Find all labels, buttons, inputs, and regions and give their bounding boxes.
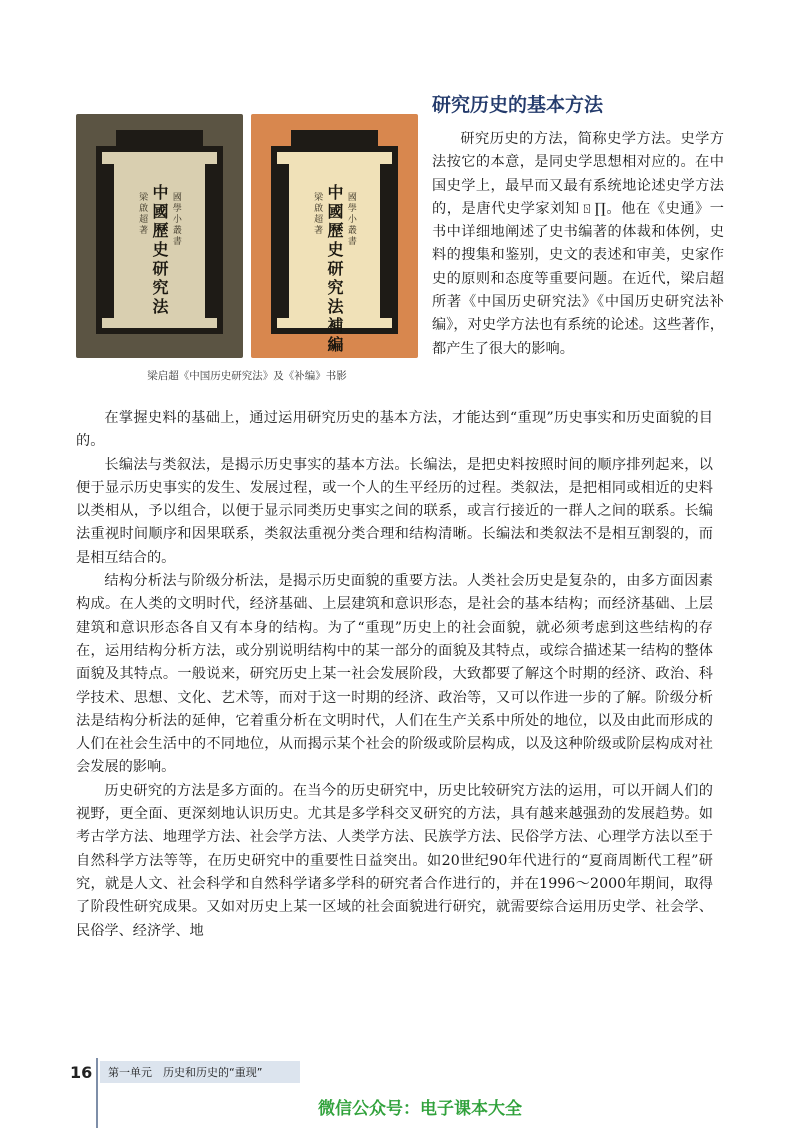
watermark: 微信公众号：电子课本大全 [318, 1099, 522, 1119]
book-left-author: 梁啟超著 [137, 192, 148, 236]
book-left-title: 中國歷史研究法 [150, 184, 169, 317]
book-cover-figure [76, 114, 418, 358]
body-text [76, 407, 713, 943]
page-number: 16 [70, 1063, 93, 1082]
book-right-title: 中國歷史研究法補編 [325, 184, 344, 355]
book-right-series: 國學小叢書 [345, 192, 356, 247]
footer-unit-label: 第一单元 历史和历史的“重现” [108, 1066, 263, 1079]
side-paragraph: 研究历史的方法，简称史学方法。史学方法按它的本意，是同史学思想相对应的。在中国史学上，最早而又最有系统地论述史学方法的，是唐代史学家刘知ㄖ∏。他在《史通》一书中详细地阐述了史书编著的体裁和体例，史料的搜集和鉴别，史文的表述和审美，史家作史的原则和态度等重要问题。在近代，梁启超所著《中国历史研究法》《中国历史研究法补编》，对史学方法也有系统的论述。这些著作，都产生了很大的影响。 [432, 131, 724, 357]
paragraph: 历史研究的方法是多方面的。在当今的历史研究中，历史比较研究方法的运用，可以开阔人们的视野，更全面、更深刻地认识历史。尤其是多学科交叉研究的方法，具有越来越强劲的发展趋势。如考古学方法、地理学方法、社会学方法、人类学方法、民族学方法、民俗学方法、心理学方法以至于自然科学方法等等，在历史研究中的重要性日益突出。如20世纪90年代进行的“夏商周断代工程”研究，就是人文、社会科学和自然科学诸多学科的研究者合作进行的，并在1996～2000年期间，取得了阶段性研究成果。又如对历史上某一区域的社会面貌进行研究，就需要综合运用历史学、社会学、民俗学、经济学、地 [76, 782, 713, 939]
paragraph: 结构分析法与阶级分析法，是揭示历史面貌的重要方法。人类社会历史是复杂的，由多方面因素构成。在人类的文明时代，经济基础、上层建筑和意识形态，是社会的基本结构；而经济基础、上层建筑和意识形态各自又有本身的结构。为了“重现”历史上的社会面貌，就必须考虑到这些结构的存在，运用结构分析方法，或分别说明结构中的某一部分的面貌及其特点，或综合描述某一结构的整体面貌及其特点。一般说来，研究历史上某一社会发展阶段，大致都要了解这个时期的经济、政治、科学技术、思想、文化、艺术等，而对于这一时期的经济、政治等，又可以作进一步的了解。阶级分析法是结构分析法的延伸，它着重分析在文明时代，人们在生产关系中所处的地位，以及由此而形成的人们在社会生活中的不同地位，从而揭示某个社会的阶级或阶层构成，以及这种阶级或阶层构成对社会发展的影响。 [76, 573, 713, 776]
book-right-author: 梁啟超著 [312, 192, 323, 236]
section-title: 研究历史的基本方法 [432, 94, 604, 116]
paragraph: 长编法与类叙法，是揭示历史事实的基本方法。长编法，是把史料按照时间的顺序排列起来，以便于显示历史事实的发生、发展过程，或一个人的生平经历的过程。类叙法，是把相同或相近的史料以类相从，予以组合，以便于显示同类历史事实之间的联系，或言行接近的一群人之间的联系。长编法重视时间顺序和因果联系，类叙法重视分类合理和结构清晰。长编法和类叙法不是相互割裂的，而是相互结合的。 [76, 456, 713, 566]
paragraph: 在掌握史料的基础上，通过运用研究历史的基本方法，才能达到“重现”历史事实和历史面貌的目的。 [76, 410, 713, 450]
book-cover-left [76, 114, 243, 358]
figure-caption: 梁启超《中国历史研究法》及《补编》书影 [147, 370, 347, 382]
book-left-series: 國學小叢書 [170, 192, 181, 247]
footer-divider [96, 1058, 98, 1128]
book-cover-right [251, 114, 418, 358]
